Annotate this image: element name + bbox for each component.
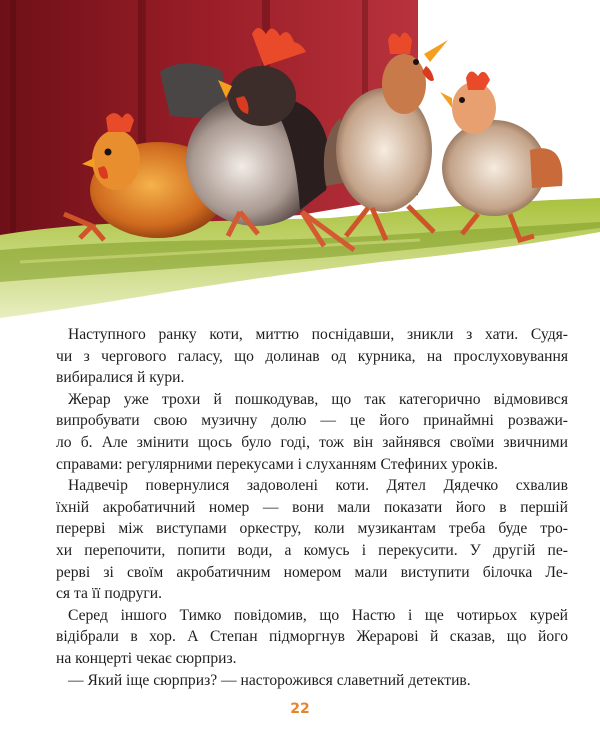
paragraph <box>56 389 568 475</box>
text-line: чи з чергового галасу, що долинав од курника, на прослуховування <box>56 347 568 365</box>
text-line: на концерті чекає сюрприз. <box>56 649 237 667</box>
paragraph <box>56 475 568 605</box>
text-line: Серед іншого Тимко повідомив, що Настю і ще чотирьох курей <box>68 606 568 624</box>
text-line: справами: регулярними перекусами і слуханням Стефиних уроків. <box>56 455 498 473</box>
text-line: ло б. Але змінити щось було годі, тож він зайнявся своїми звичними <box>56 433 568 451</box>
text-line: випробувати свою музичну долю — це його принаймні розважи- <box>56 412 568 430</box>
text-line: ся та її подруги. <box>56 585 163 603</box>
paragraph <box>56 670 568 692</box>
text-line: хи перепочити, попити води, а комусь і перекусити. У другій пе- <box>56 541 568 559</box>
text-line: Наступного ранку коти, миттю поснідавши, зникли з хати. Судя- <box>68 326 568 343</box>
text-line: їхній акробатичний номер — вони мали показати його в першій <box>56 498 568 516</box>
paragraph <box>56 605 568 670</box>
paragraph <box>56 324 568 389</box>
text-line: Жерар уже трохи й пошкодував, що так категорично відмовився <box>68 390 568 408</box>
text-line: відібрали в хор. А Степан підморгнув Жерарові й сказав, що його <box>56 628 568 646</box>
text-line: вибиралися й кури. <box>56 369 185 387</box>
text-line: — Який іще сюрприз? — насторожився славетний детектив. <box>68 671 471 689</box>
text-line: рерві зі своїм акробатичним номером мали виступити білочка Ле- <box>56 563 568 581</box>
story-text <box>56 324 568 691</box>
page-number: 22 <box>290 701 310 717</box>
text-line: Надвечір повернулися задоволені коти. Дятел Дядечко схвалив <box>68 477 568 495</box>
chickens-illustration <box>0 0 600 320</box>
text-line: перерві між виступами оркестру, коли музикантам треба буде тро- <box>56 520 568 538</box>
